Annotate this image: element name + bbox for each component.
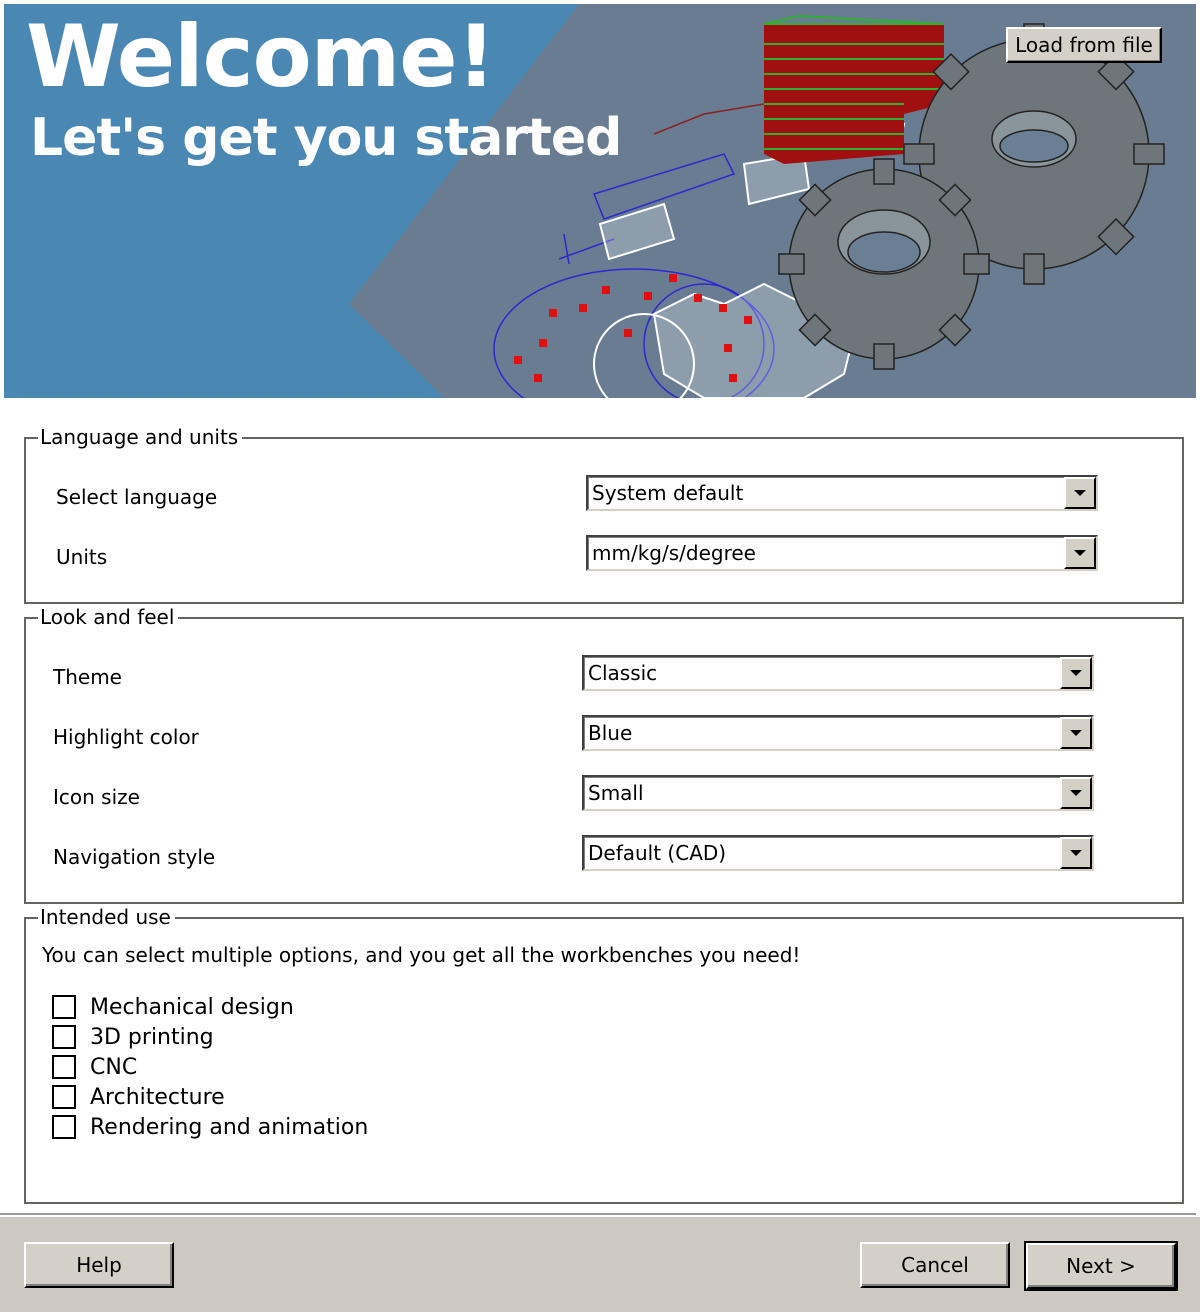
next-button[interactable]: Next > xyxy=(1026,1243,1176,1289)
chevron-down-icon[interactable] xyxy=(1060,657,1092,689)
group-title: Look and feel xyxy=(38,606,178,628)
select-language-label: Select language xyxy=(56,485,218,509)
highlight-color-label: Highlight color xyxy=(53,725,199,749)
look-and-feel-group xyxy=(24,605,1184,904)
chevron-down-icon[interactable] xyxy=(1060,837,1092,869)
checkbox-box[interactable] xyxy=(52,995,76,1019)
cancel-button[interactable]: Cancel xyxy=(860,1242,1010,1288)
navigation-style-select[interactable]: Default (CAD) xyxy=(582,835,1094,871)
load-from-file-button[interactable]: Load from file xyxy=(1006,27,1162,63)
units-label: Units xyxy=(56,545,108,569)
checkbox-box[interactable] xyxy=(52,1115,76,1139)
highlight-color-select[interactable]: Blue xyxy=(582,715,1094,751)
checkbox-cnc[interactable]: CNC xyxy=(52,1053,137,1081)
checkbox-mechanical-design[interactable]: Mechanical design xyxy=(52,993,294,1021)
checkbox-box[interactable] xyxy=(52,1085,76,1109)
chevron-down-icon[interactable] xyxy=(1064,477,1096,509)
chevron-down-icon[interactable] xyxy=(1060,777,1092,809)
checkbox-box[interactable] xyxy=(52,1025,76,1049)
intended-use-hint: You can select multiple options, and you get all the workbenches you need! xyxy=(42,943,801,967)
theme-select[interactable]: Classic xyxy=(582,655,1094,691)
welcome-title: Welcome! xyxy=(26,7,495,107)
group-title: Intended use xyxy=(38,906,175,928)
welcome-banner xyxy=(4,4,1196,398)
intended-use-group xyxy=(24,905,1184,1204)
language-select[interactable]: System default xyxy=(586,475,1098,511)
chevron-down-icon[interactable] xyxy=(1064,537,1096,569)
icon-size-label: Icon size xyxy=(53,785,140,809)
checkbox-box[interactable] xyxy=(52,1055,76,1079)
icon-size-select[interactable]: Small xyxy=(582,775,1094,811)
checkbox-architecture[interactable]: Architecture xyxy=(52,1083,225,1111)
chevron-down-icon[interactable] xyxy=(1060,717,1092,749)
help-button[interactable]: Help xyxy=(24,1242,174,1288)
units-select[interactable]: mm/kg/s/degree xyxy=(586,535,1098,571)
button-bar xyxy=(0,1217,1200,1312)
checkbox-3d-printing[interactable]: 3D printing xyxy=(52,1023,214,1051)
theme-label: Theme xyxy=(53,665,122,689)
group-title: Language and units xyxy=(38,426,242,448)
checkbox-rendering-and-animation[interactable]: Rendering and animation xyxy=(52,1113,368,1141)
welcome-subtitle: Let's get you started xyxy=(30,108,622,168)
language-and-units-group xyxy=(24,425,1184,604)
navigation-style-label: Navigation style xyxy=(53,845,216,869)
